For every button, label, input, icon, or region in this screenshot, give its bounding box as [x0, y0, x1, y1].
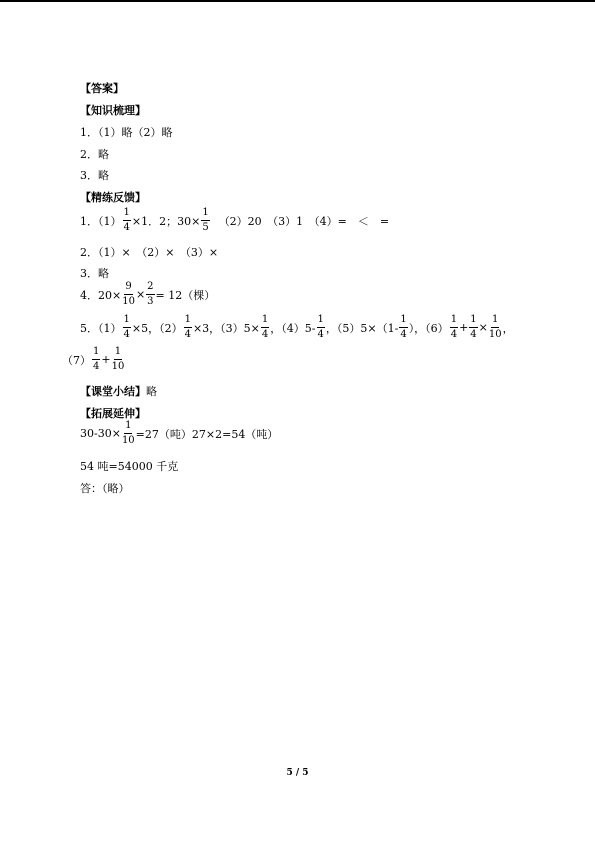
extension-1-tail: =27（吨）27×2=54（吨） [135, 427, 279, 441]
practice-5-part: ， [502, 321, 514, 335]
fraction: $\frac{1}{4}$ [184, 314, 191, 340]
page-number: 5 / 5 [286, 768, 309, 778]
summary-text: 略 [146, 385, 157, 398]
practice-5-part: ，（5）5×（1- [325, 321, 399, 335]
knowledge-heading: 【知识梳理】 [80, 104, 146, 117]
practice-1-mid: ×1．2；30× [131, 214, 201, 228]
practice-5-part: 5．（1） [80, 321, 122, 335]
plus-sign: + [459, 321, 469, 334]
answer-heading: 【答案】 [80, 82, 124, 95]
fraction: $\frac{1}{4}$ [400, 314, 407, 340]
practice-item-1 [80, 208, 389, 233]
practice-item-4 [80, 282, 215, 307]
practice-5-part: ），（6） [408, 321, 449, 335]
extension-line-2: 54 吨=54000 千克 [80, 460, 179, 473]
fraction: $\frac{1}{4}$ [123, 314, 130, 340]
times-sign: × [135, 288, 146, 301]
practice-item-5 [80, 315, 514, 340]
fraction: $\frac{1}{4}$ [123, 207, 130, 233]
fraction: $\frac{9}{10}$ [122, 281, 135, 307]
knowledge-item-1: 1．（1）略（2）略 [80, 126, 173, 139]
knowledge-item-3: 3．略 [80, 169, 109, 182]
practice-1-tail: （2）20 （3）1 （4）= ＜ = [218, 214, 390, 228]
extension-line-3: 答：（略） [80, 482, 130, 495]
practice-item-5-7 [62, 347, 125, 372]
fraction: $\frac{2}{3}$ [147, 281, 154, 307]
extension-line-1 [80, 421, 278, 446]
extension-heading: 【拓展延伸】 [80, 407, 146, 420]
fraction: $\frac{1}{4}$ [261, 314, 269, 340]
summary-line [80, 383, 157, 399]
practice-item-2: 2．（1）× （2）× （3）× [80, 246, 219, 259]
plus-sign: + [101, 353, 111, 366]
knowledge-item-2: 2．略 [80, 148, 109, 161]
practice-5-part: ，（4）5- [270, 321, 316, 335]
fraction: $\frac{1}{10}$ [488, 314, 502, 340]
fraction: $\frac{1}{4}$ [450, 314, 458, 340]
practice-7-prefix: （7） [62, 353, 91, 367]
practice-item-3: 3．略 [80, 267, 109, 280]
fraction: $\frac{1}{10}$ [121, 420, 135, 446]
times-sign: × [478, 321, 488, 334]
practice-5-part: ×3，（3）5× [192, 321, 260, 335]
fraction: $\frac{1}{4}$ [470, 314, 477, 340]
practice-4-tail: = 12（棵） [155, 288, 216, 302]
practice-heading: 【精练反馈】 [80, 191, 146, 204]
fraction: $\frac{1}{10}$ [111, 346, 125, 372]
fraction: $\frac{1}{4}$ [317, 314, 324, 340]
practice-4-prefix: 4．20× [80, 288, 122, 302]
summary-heading: 【课堂小结】 [80, 385, 146, 398]
extension-1-prefix: 30-30× [80, 427, 121, 440]
fraction: $\frac{1}{5}$ [202, 207, 209, 233]
practice-5-part: ×5，（2） [131, 321, 183, 335]
top-border-line [0, 0, 595, 2]
practice-1-prefix: 1．（1） [80, 214, 122, 228]
fraction: $\frac{1}{4}$ [93, 346, 100, 372]
